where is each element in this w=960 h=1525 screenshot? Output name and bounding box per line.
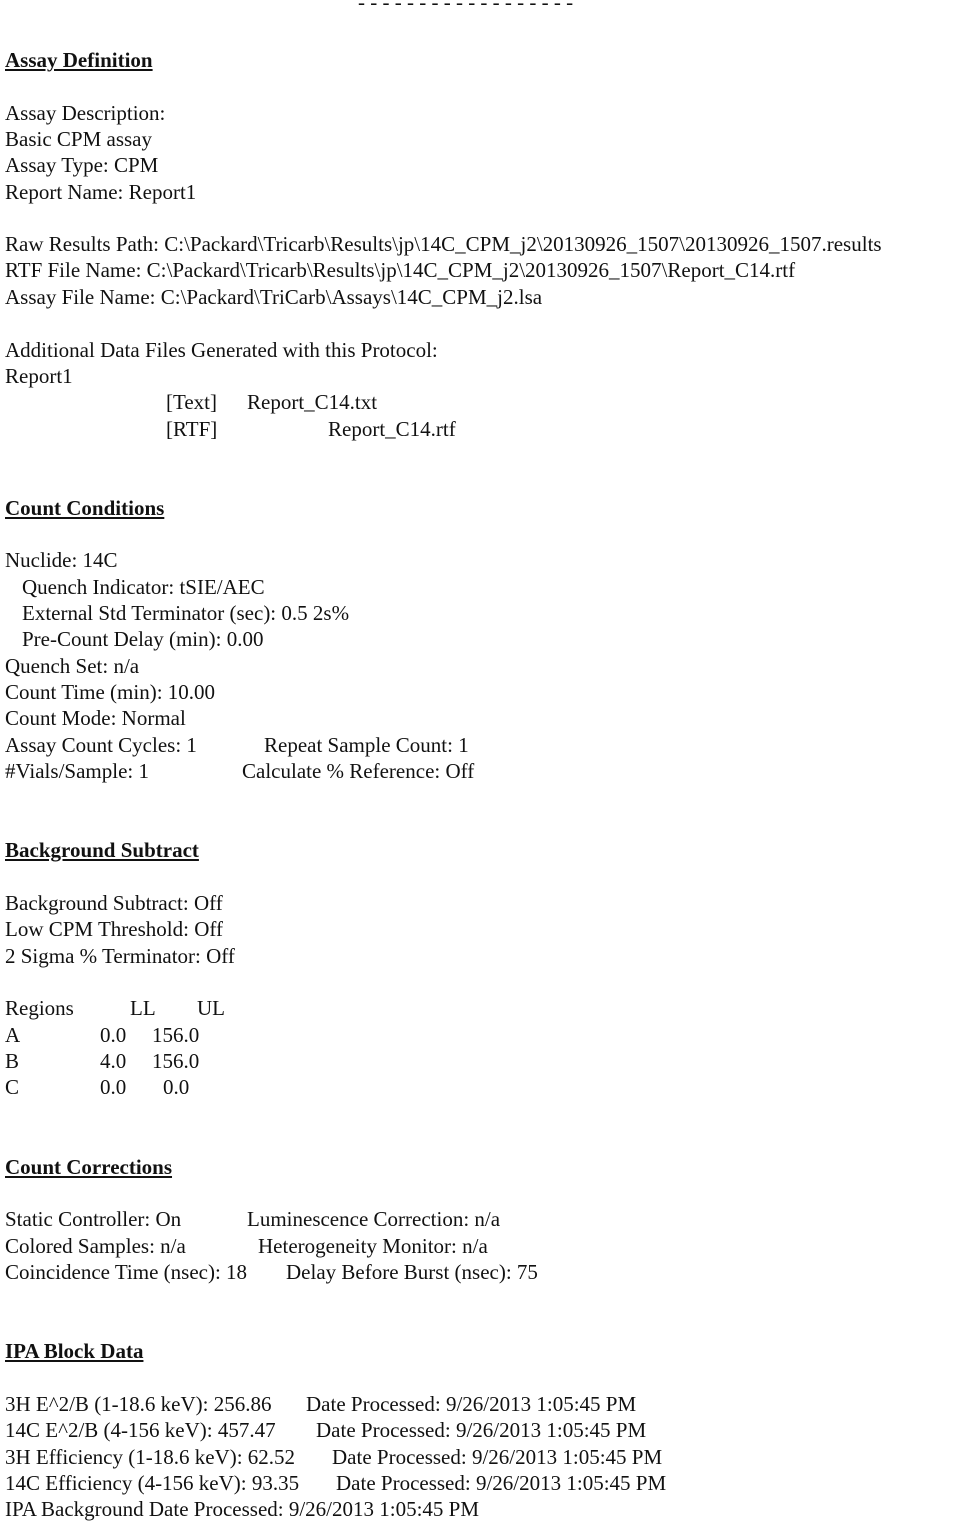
region-a-name: A <box>5 1023 21 1047</box>
ipa-block-data-heading: IPA Block Data <box>5 1339 144 1363</box>
ipa-14c-efficiency-date: Date Processed: 9/26/2013 1:05:45 PM <box>336 1471 667 1495</box>
ipa-3h-e2b: 3H E^2/B (1-18.6 keV): 256.86 <box>5 1392 272 1416</box>
region-a-ul: 156.0 <box>152 1023 200 1047</box>
repeat-sample-count: Repeat Sample Count: 1 <box>264 733 469 757</box>
file-type-rtf: [RTF] <box>166 417 218 441</box>
region-b-name: B <box>5 1049 20 1073</box>
background-subtract-heading: Background Subtract <box>5 838 199 862</box>
quench-indicator: Quench Indicator: tSIE/AEC <box>22 575 265 599</box>
region-a-ll: 0.0 <box>100 1023 127 1047</box>
assay-count-cycles: Assay Count Cycles: 1 <box>5 733 197 757</box>
report-name: Report Name: Report1 <box>5 180 197 204</box>
pre-count-delay: Pre-Count Delay (min): 0.00 <box>22 627 264 651</box>
ipa-3h-e2b-date: Date Processed: 9/26/2013 1:05:45 PM <box>306 1392 637 1416</box>
ipa-14c-e2b-date: Date Processed: 9/26/2013 1:05:45 PM <box>316 1418 647 1442</box>
additional-files-label: Additional Data Files Generated with this Protocol: <box>5 338 438 362</box>
colored-samples: Colored Samples: n/a <box>5 1234 186 1258</box>
ipa-background: IPA Background Date Processed: 9/26/2013 1:05:45 PM <box>5 1497 480 1521</box>
count-conditions-heading: Count Conditions <box>5 496 165 520</box>
count-time: Count Time (min): 10.00 <box>5 680 216 704</box>
assay-description-label: Assay Description: <box>5 101 166 125</box>
count-mode: Count Mode: Normal <box>5 706 186 730</box>
file-type-text: [Text] <box>166 390 218 414</box>
luminescence-correction: Luminescence Correction: n/a <box>247 1207 501 1231</box>
vials-per-sample: #Vials/Sample: 1 <box>5 759 149 783</box>
nuclide: Nuclide: 14C <box>5 548 118 572</box>
assay-definition-heading: Assay Definition <box>5 48 153 72</box>
report-label: Report1 <box>5 364 73 388</box>
region-b-ul: 156.0 <box>152 1049 200 1073</box>
regions-header-regions: Regions <box>5 996 74 1020</box>
ipa-3h-efficiency: 3H Efficiency (1-18.6 keV): 62.52 <box>5 1445 296 1469</box>
rtf-file-name: RTF File Name: C:\Packard\Tricarb\Results\jp\14C_CPM_j2\20130926_1507\Report_C14.rtf <box>5 258 796 282</box>
file-name-text: Report_C14.txt <box>247 390 378 414</box>
two-sigma-terminator: 2 Sigma % Terminator: Off <box>5 944 235 968</box>
regions-header-ul: UL <box>197 996 225 1020</box>
assay-file-name: Assay File Name: C:\Packard\TriCarb\Assays\14C_CPM_j2.lsa <box>5 285 543 309</box>
header-dash-line: - - - - - - - - - - - - - - - - - - <box>358 0 574 14</box>
region-b-ll: 4.0 <box>100 1049 127 1073</box>
static-controller: Static Controller: On <box>5 1207 182 1231</box>
external-std-terminator: External Std Terminator (sec): 0.5 2s% <box>22 601 350 625</box>
assay-description-value: Basic CPM assay <box>5 127 152 151</box>
ipa-3h-efficiency-date: Date Processed: 9/26/2013 1:05:45 PM <box>332 1445 663 1469</box>
file-name-rtf: Report_C14.rtf <box>328 417 456 441</box>
heterogeneity-monitor: Heterogeneity Monitor: n/a <box>258 1234 488 1258</box>
coincidence-time: Coincidence Time (nsec): 18 <box>5 1260 248 1284</box>
assay-type: Assay Type: CPM <box>5 153 159 177</box>
background-subtract-setting: Background Subtract: Off <box>5 891 223 915</box>
quench-set: Quench Set: n/a <box>5 654 140 678</box>
region-c-ll: 0.0 <box>100 1075 127 1099</box>
ipa-14c-efficiency: 14C Efficiency (4-156 keV): 93.35 <box>5 1471 300 1495</box>
count-corrections-heading: Count Corrections <box>5 1155 173 1179</box>
calculate-reference: Calculate % Reference: Off <box>242 759 475 783</box>
ipa-14c-e2b: 14C E^2/B (4-156 keV): 457.47 <box>5 1418 276 1442</box>
region-c-ul: 0.0 <box>163 1075 190 1099</box>
low-cpm-threshold: Low CPM Threshold: Off <box>5 917 223 941</box>
delay-before-burst: Delay Before Burst (nsec): 75 <box>286 1260 538 1284</box>
region-c-name: C <box>5 1075 20 1099</box>
regions-header-ll: LL <box>130 996 156 1020</box>
raw-results-path: Raw Results Path: C:\Packard\Tricarb\Results\jp\14C_CPM_j2\20130926_1507\20130926_1507.results <box>5 232 882 256</box>
